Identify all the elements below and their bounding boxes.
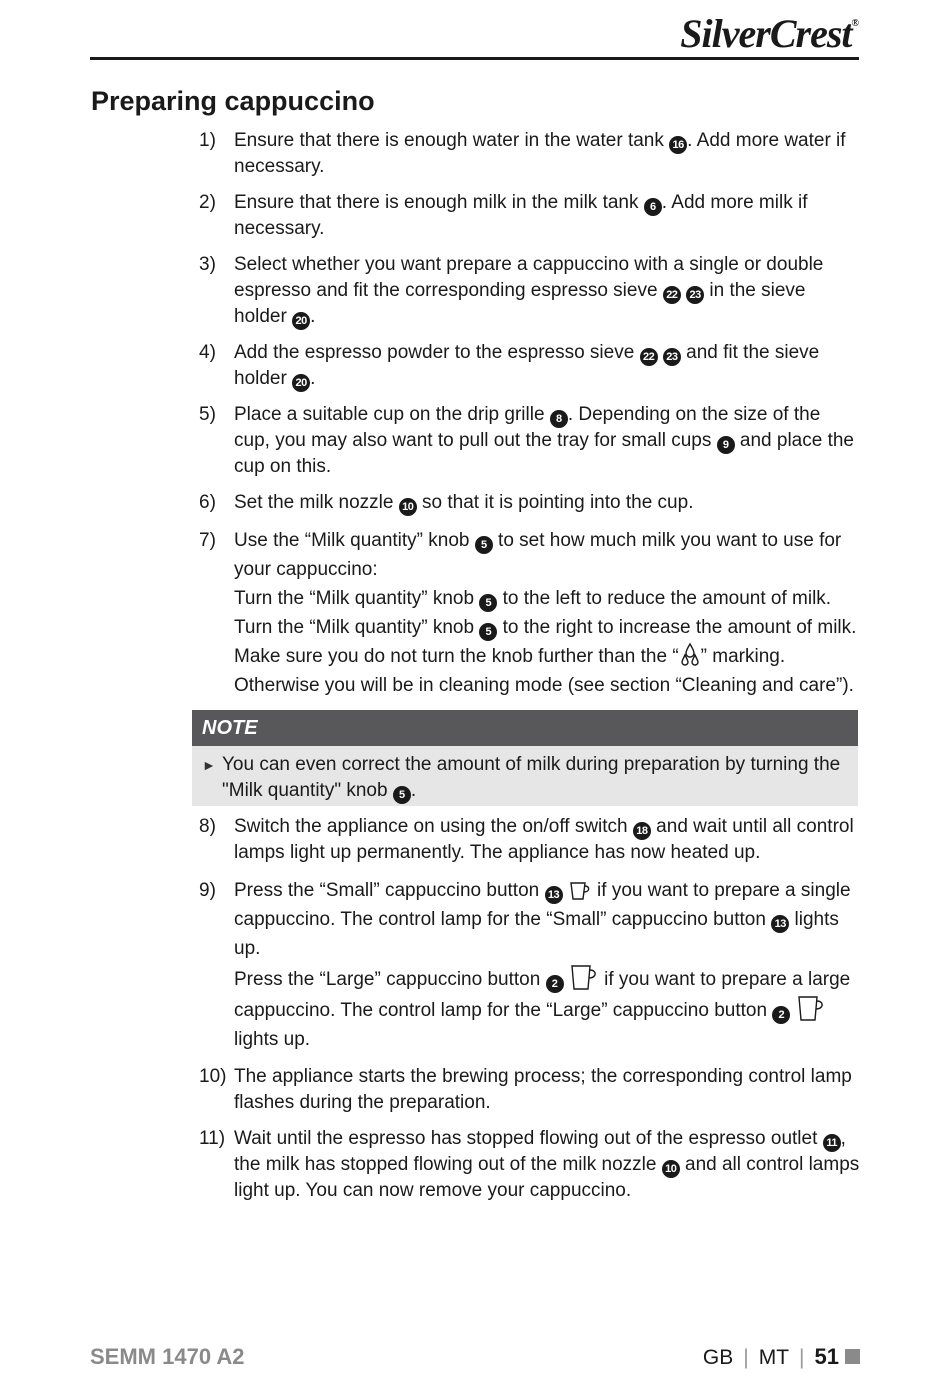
page-number: 51 bbox=[814, 1344, 839, 1369]
step-9 bbox=[199, 876, 861, 1054]
brand-logo bbox=[680, 10, 858, 57]
large-cup-icon bbox=[796, 994, 826, 1022]
part-number-badge: 16 bbox=[669, 136, 687, 154]
footer-separator: | bbox=[799, 1346, 805, 1369]
part-number-badge: 2 bbox=[546, 975, 564, 993]
step-3 bbox=[199, 252, 861, 330]
large-cup-icon bbox=[569, 963, 599, 991]
part-number-badge: 5 bbox=[479, 594, 497, 612]
part-number-badge: 22 bbox=[663, 286, 681, 304]
footer-page-info bbox=[703, 1344, 860, 1370]
page-marker-square bbox=[845, 1349, 860, 1364]
part-number-badge: 22 bbox=[640, 348, 658, 366]
footer-model: SEMM 1470 A2 bbox=[90, 1344, 245, 1369]
step-number: 5) bbox=[199, 404, 216, 425]
header-rule bbox=[90, 57, 859, 60]
step-5 bbox=[199, 402, 861, 480]
instruction-list bbox=[199, 128, 861, 1214]
step-text: Place a suitable cup on the drip grille 8 . Depending on the size of the cup, you may also want to pull out the tray for small cups 9 and place the cup on this. bbox=[234, 404, 854, 477]
part-number-badge: 13 bbox=[545, 886, 563, 904]
step-text: Ensure that there is enough milk in the milk tank 6 . Add more milk if necessary. bbox=[234, 192, 808, 239]
step-number: 1) bbox=[199, 130, 216, 151]
part-number-badge: 5 bbox=[475, 536, 493, 554]
step-text: Select whether you want prepare a cappuccino with a single or double espresso and fit the corresponding espresso sieve 22 23 in the sieve holder 20 . bbox=[234, 252, 861, 330]
step-text: Press the “Small” cappuccino button 13 if you want to prepare a single cappuccino. The control lamp for the “Small” cappuccino button 13 lights up. Press the “Large” cappuccino button 2 if you want to prepare a large cappuccino. The control lamp for the “Large” cappuccino button 2 lights up. bbox=[234, 880, 851, 1050]
part-number-badge: 9 bbox=[717, 436, 735, 454]
step-text: Ensure that there is enough water in the water tank 16 . Add more water if necessary. bbox=[234, 130, 846, 177]
step-6 bbox=[199, 490, 861, 516]
small-cup-icon bbox=[568, 878, 592, 902]
part-number-badge: 23 bbox=[686, 286, 704, 304]
step-text: The appliance starts the brewing process; the corresponding control lamp flashes during the preparation. bbox=[234, 1066, 852, 1113]
step-number: 8) bbox=[199, 816, 216, 837]
step-11 bbox=[199, 1126, 861, 1204]
page-title: Preparing cappuccino bbox=[91, 86, 375, 116]
step-8 bbox=[199, 814, 861, 866]
part-number-badge: 8 bbox=[550, 410, 568, 428]
step-7 bbox=[199, 526, 861, 700]
step-number: 7) bbox=[199, 530, 216, 551]
brand-name: SilverCrest bbox=[680, 11, 852, 56]
note-text: You can even correct the amount of milk during preparation by turning the "Milk quantity" knob 5 . bbox=[222, 752, 848, 804]
part-number-badge: 23 bbox=[663, 348, 681, 366]
part-number-badge: 2 bbox=[772, 1006, 790, 1024]
step-number: 9) bbox=[199, 880, 216, 901]
note-title: NOTE bbox=[192, 710, 858, 746]
registered-mark: ® bbox=[851, 18, 858, 29]
step-number: 2) bbox=[199, 192, 216, 213]
step-1 bbox=[199, 128, 861, 180]
note-box bbox=[192, 710, 858, 806]
step-text: Wait until the espresso has stopped flowing out of the espresso outlet 11 , the milk has stopped flowing out of the milk nozzle 10 and all control lamps light up. You can now remove your cappuccino. bbox=[234, 1128, 860, 1201]
step-4 bbox=[199, 340, 861, 392]
step-number: 3) bbox=[199, 254, 216, 275]
step-number: 10) bbox=[199, 1066, 227, 1087]
arrow-bullet-icon: ► bbox=[202, 757, 216, 773]
milk-drops-icon bbox=[679, 642, 701, 668]
step-number: 6) bbox=[199, 492, 216, 513]
footer-lang-gb: GB bbox=[702, 1346, 734, 1369]
footer-lang-mt: MT bbox=[758, 1346, 790, 1369]
part-number-badge: 10 bbox=[399, 498, 417, 516]
note-body bbox=[192, 746, 858, 806]
part-number-badge: 5 bbox=[479, 623, 497, 641]
part-number-badge: 6 bbox=[644, 198, 662, 216]
step-text: Switch the appliance on using the on/off switch 18 and wait until all control lamps light up permanently. The appliance has now heated up. bbox=[234, 816, 854, 863]
step-text: Set the milk nozzle 10 so that it is pointing into the cup. bbox=[234, 490, 861, 516]
part-number-badge: 20 bbox=[292, 312, 310, 330]
footer-separator: | bbox=[743, 1346, 749, 1369]
step-number: 11) bbox=[199, 1128, 226, 1149]
part-number-badge: 13 bbox=[771, 915, 789, 933]
step-number: 4) bbox=[199, 342, 216, 363]
part-number-badge: 11 bbox=[823, 1134, 841, 1152]
part-number-badge: 5 bbox=[393, 786, 411, 804]
step-2 bbox=[199, 190, 861, 242]
part-number-badge: 20 bbox=[292, 374, 310, 392]
part-number-badge: 18 bbox=[633, 822, 651, 840]
step-text: Add the espresso powder to the espresso sieve 22 23 and fit the sieve holder 20 . bbox=[234, 340, 861, 392]
part-number-badge: 10 bbox=[662, 1160, 680, 1178]
step-text: Use the “Milk quantity” knob 5 to set how much milk you want to use for your cappuccino: Turn the “Milk quantity” knob 5 to the left to reduce the amount of milk. Turn the “Milk quantity” knob 5 to the right to increase the amount of milk. Make sure you do not turn the knob further than the “ ” marking. Otherwise you will be in cleaning mode (see section “Cleaning and care”). bbox=[234, 530, 857, 696]
step-10 bbox=[199, 1064, 861, 1116]
